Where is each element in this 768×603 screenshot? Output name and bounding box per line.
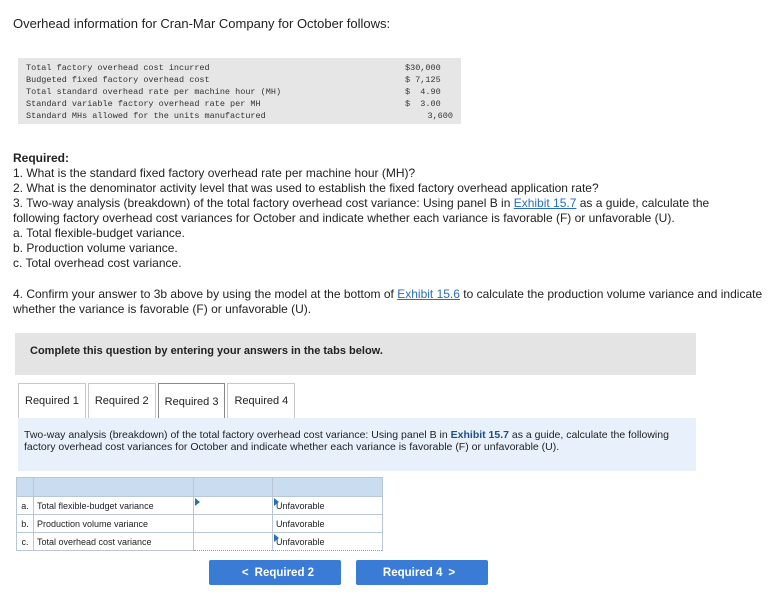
info-labels: [26, 62, 281, 122]
panel-text: [24, 429, 689, 453]
tab-required-4[interactable]: Required 4: [227, 383, 295, 418]
table-row: [17, 533, 383, 551]
input-flag-icon: [195, 498, 200, 506]
panel-text-start: Two-way analysis (breakdown) of the total factory overhead cost variance: Using panel B in: [24, 429, 451, 441]
panel-text-end: as a guide, calculate the following factory overhead cost variances for October and indicate whether each variance is favorable (F) or unfavorable (U).: [24, 429, 669, 453]
tab-bar: [18, 383, 297, 419]
fu-select[interactable]: [273, 533, 383, 551]
amount-input[interactable]: [194, 533, 273, 551]
question-3a: a. Total flexible-budget variance.: [13, 226, 185, 240]
input-flag-icon: [274, 498, 279, 506]
info-label: Budgeted fixed factory overhead cost: [26, 75, 210, 85]
fu-value: Unfavorable: [276, 536, 325, 547]
amount-input[interactable]: [194, 515, 273, 533]
question-1: 1. What is the standard fixed factory overhead rate per machine hour (MH)?: [13, 166, 416, 180]
row-label: Total overhead cost variance: [34, 533, 194, 551]
header-cell: [194, 478, 273, 497]
question-3b: b. Production volume variance.: [13, 241, 178, 255]
header-cell: [17, 478, 34, 497]
input-flag-icon: [274, 534, 279, 542]
panel-exhibit-ref: Exhibit 15.7: [450, 429, 509, 441]
answer-table: [16, 477, 383, 551]
tab-required-1[interactable]: Required 1: [18, 383, 86, 418]
chevron-left-icon: <: [241, 566, 249, 579]
required-heading: Required:: [13, 151, 70, 165]
answer-table-header: [17, 478, 383, 497]
info-label: Total standard overhead rate per machine hour (MH): [26, 87, 282, 97]
question-3: [13, 196, 758, 226]
info-value: $ 4.90: [405, 87, 441, 97]
info-value: $ 3.00: [405, 99, 441, 109]
info-label: Total factory overhead cost incurred: [26, 63, 210, 73]
table-row: [17, 497, 383, 515]
question-3-text-end: as a guide, calculate the following factory overhead cost variances for October and indicate whether each variance is favorable (F) or unfavorable (U).: [13, 196, 710, 225]
row-label: Production volume variance: [34, 515, 194, 533]
row-letter: b.: [17, 515, 34, 533]
exhibit-15-7-link[interactable]: Exhibit 15.7: [513, 196, 577, 210]
question-3-text: 3. Two-way analysis (breakdown) of the total factory overhead cost variance: Using panel B in: [13, 196, 514, 210]
intro-text: Overhead information for Cran-Mar Company for October follows:: [13, 16, 391, 31]
amount-input[interactable]: [194, 497, 273, 515]
complete-text: Complete this question by entering your answers in the tabs below.: [30, 345, 383, 357]
info-value: 3,600: [427, 111, 453, 121]
question-2: 2. What is the denominator activity level that was used to establish the fixed factory overhead application rate?: [13, 181, 599, 195]
overhead-info-box: [18, 58, 461, 124]
info-value: $30,000: [405, 63, 441, 73]
row-letter: a.: [17, 497, 34, 515]
chevron-right-icon: >: [448, 566, 456, 579]
question-3c: c. Total overhead cost variance.: [13, 256, 182, 270]
info-label: Standard MHs allowed for the units manufactured: [26, 111, 266, 121]
tab-required-3[interactable]: Required 3: [158, 383, 226, 421]
required-section: [13, 151, 758, 271]
question-4-text-end: to calculate the production volume variance and indicate whether the variance is favorable (F) or unfavorable (U).: [13, 287, 763, 316]
header-cell: [34, 478, 194, 497]
exhibit-15-6-link[interactable]: Exhibit 15.6: [397, 287, 460, 301]
prev-button[interactable]: [209, 560, 341, 585]
complete-instructions: [15, 333, 696, 375]
fu-value: Unfavorable: [276, 518, 325, 529]
header-cell: [273, 478, 383, 497]
info-value: $ 7,125: [405, 75, 441, 85]
tab-panel-description: [18, 418, 696, 471]
prev-button-label: Required 2: [254, 566, 315, 579]
next-button[interactable]: [356, 560, 488, 585]
question-4: [13, 287, 763, 317]
fu-select[interactable]: [273, 515, 383, 533]
next-button-label: Required 4: [382, 566, 443, 579]
fu-value: Unfavorable: [276, 500, 325, 511]
row-letter: c.: [17, 533, 34, 551]
info-label: Standard variable factory overhead rate per MH: [26, 99, 261, 109]
table-row: [17, 515, 383, 533]
info-values: [405, 62, 453, 122]
fu-select[interactable]: [273, 497, 383, 515]
row-label: Total flexible-budget variance: [34, 497, 194, 515]
question-4-text: 4. Confirm your answer to 3b above by using the model at the bottom of: [13, 287, 398, 301]
tab-required-2[interactable]: Required 2: [88, 383, 156, 418]
